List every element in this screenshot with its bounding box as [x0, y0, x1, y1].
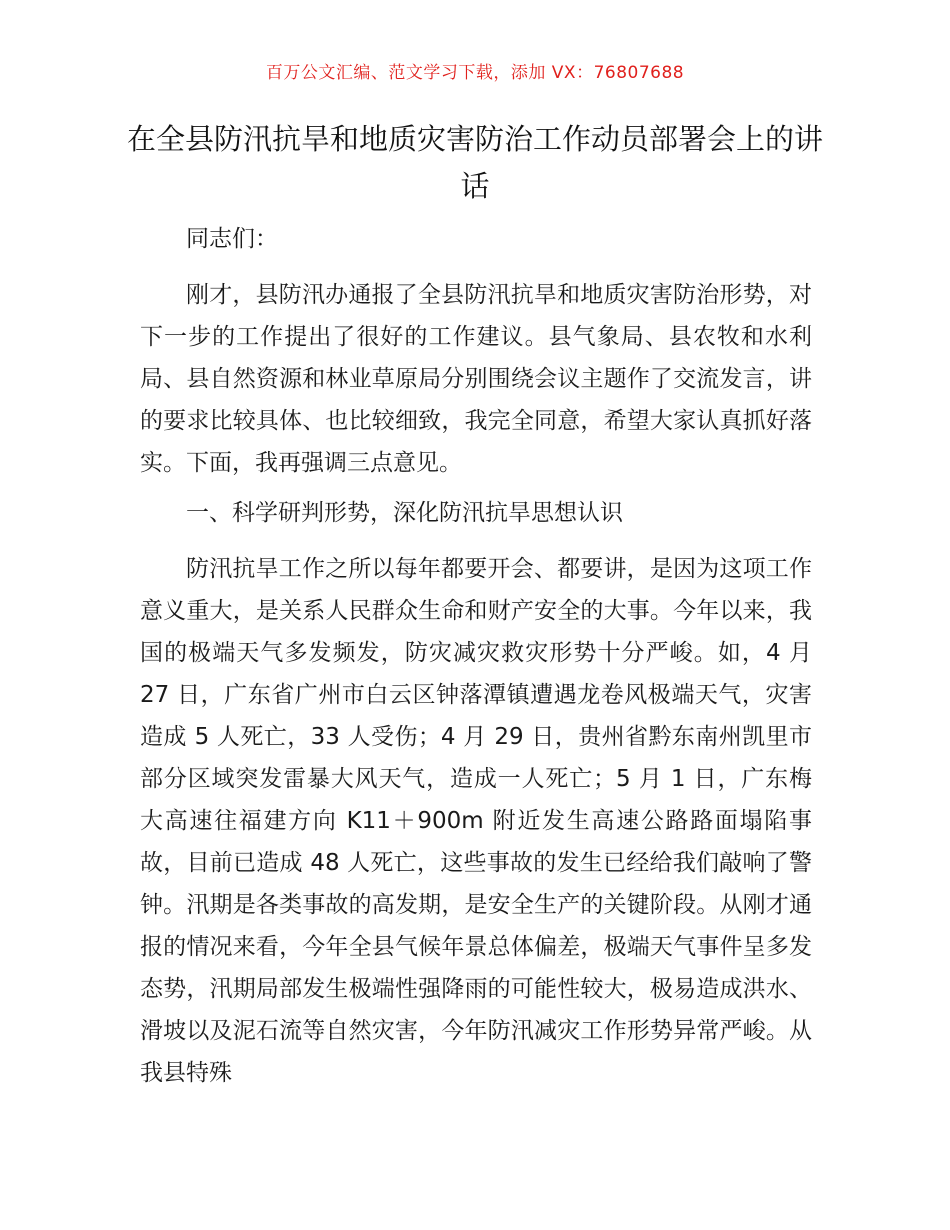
- body-paragraph: 刚才，县防汛办通报了全县防汛抗旱和地质灾害防治形势，对下一步的工作提出了很好的工作建议。县气象局、县农牧和水利局、县自然资源和林业草原局分别围绕会议主题作了交流发言，讲的要求比较具体、也比较细致，我完全同意，希望大家认真抓好落实。下面，我再强调三点意见。: [140, 282, 812, 476]
- document-title: 在全县防汛抗旱和地质灾害防治工作动员部署会上的讲话: [126, 122, 823, 203]
- section-heading: 一、科学研判形势，深化防汛抗旱思想认识: [186, 500, 623, 526]
- header-watermark-note: 百万公文汇编、范文学习下载，添加 VX：76807688: [265, 63, 685, 83]
- document-body: [140, 218, 812, 1102]
- salutation: 同志们：: [186, 226, 278, 252]
- section-paragraph: 防汛抗旱工作之所以每年都要开会、都要讲，是因为这项工作意义重大，是关系人民群众生命和财产安全的大事。今年以来，我国的极端天气多发频发，防灾减灾救灾形势十分严峻。如，4 月 27 日，广东省广州市白云区钟落潭镇遭遇龙卷风极端天气，灾害造成 5 人死亡，33 人受伤；4 月 29 日，贵州省黔东南州凯里市部分区域突发雷暴大风天气，造成一人死亡；5 月 1 日，广东梅大高速往福建方向 K11＋900m 附近发生高速公路路面塌陷事故，目前已造成 48 人死亡，这些事故的发生已经给我们敲响了警钟。汛期是各类事故的高发期，是安全生产的关键阶段。从刚才通报的情况来看，今年全县气候年景总体偏差，极端天气事件呈多发态势，汛期局部发生极端性强降雨的可能性较大，极易造成洪水、滑坡以及泥石流等自然灾害，今年防汛减灾工作形势异常严峻。从我县特殊: [140, 556, 812, 1086]
